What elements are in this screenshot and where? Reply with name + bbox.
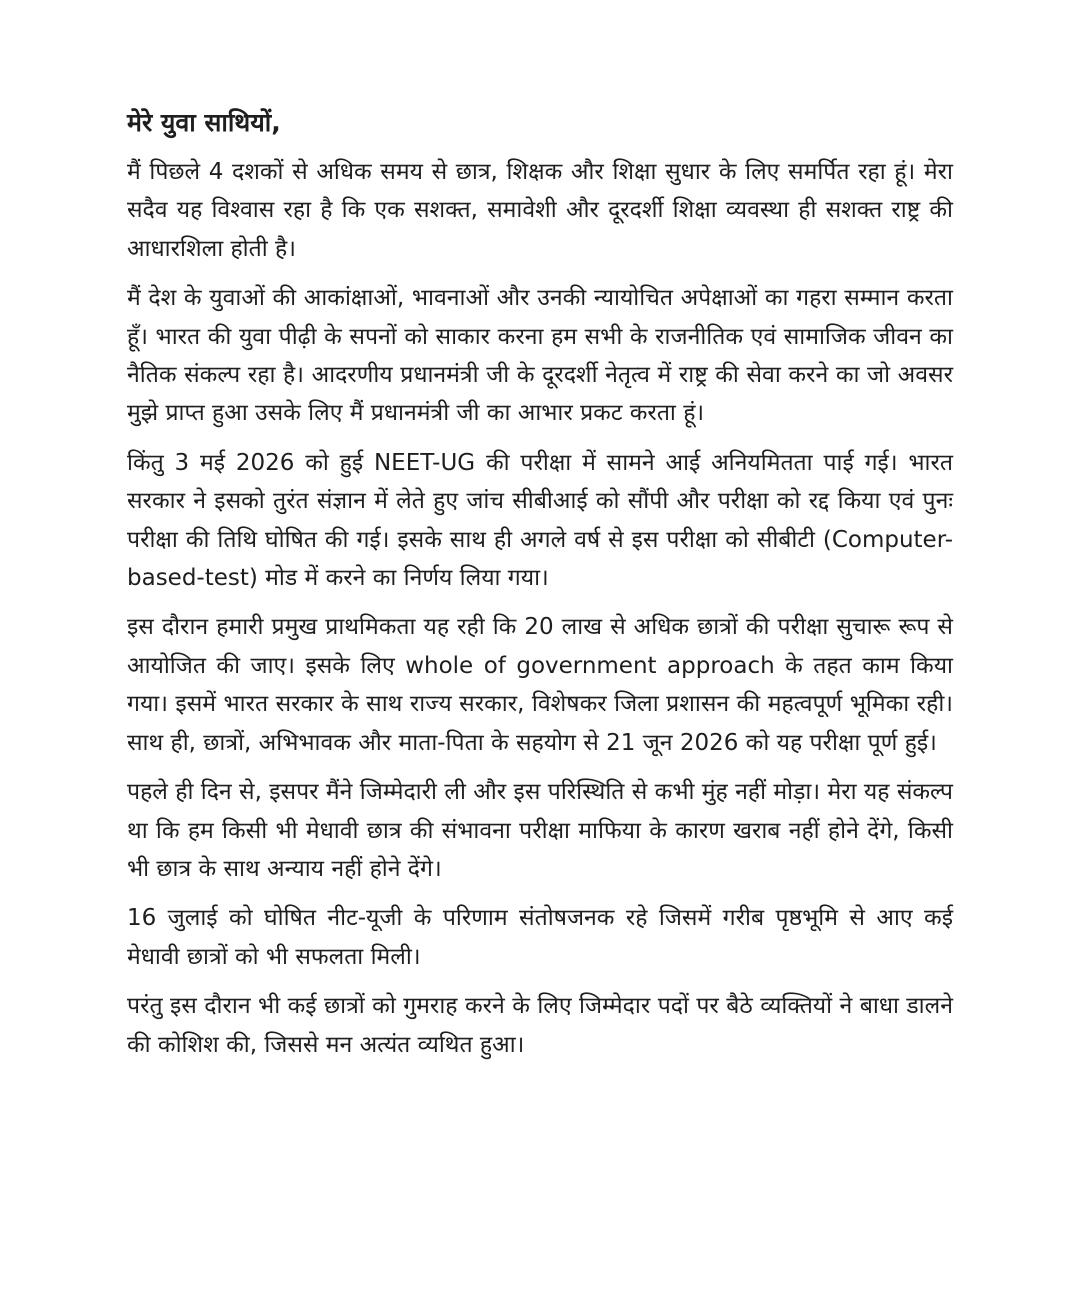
paragraph-obstruction: परंतु इस दौरान भी कई छात्रों को गुमराह करने के लिए जिम्मेदार पदों पर बैठे व्यक्तियों ने बाधा डालने की कोशिश की, जिससे मन अत्यंत व्यथित हुआ। (127, 993, 953, 1058)
salutation: मेरे युवा साथियों, (127, 108, 281, 137)
paragraph-neet-irregularity: किंतु 3 मई 2026 को हुई NEET-UG की परीक्षा में सामने आई अनियमितता पाई गई। भारत सरकार ने इसको तुरंत संज्ञान में लेते हुए जांच सीबीआई को सौंपी और परीक्षा को रद्द किया एवं पुनः परीक्षा की तिथि घोषित की गई। इसके साथ ही अगले वर्ष से इस परीक्षा को सीबीटी (Computer-based-test) मोड में करने का निर्णय लिया गया। (127, 449, 953, 592)
paragraph-youth-aspirations: मैं देश के युवाओं की आकांक्षाओं, भावनाओं और उनकी न्यायोचित अपेक्षाओं का गहरा सम्मान करता हूँ। भारत की युवा पीढ़ी के सपनों को साकार करना हम सभी के राजनीतिक एवं सामाजिक जीवन का नैतिक संकल्प रहा है। आदरणीय प्रधानमंत्री जी के दूरदर्शी नेतृत्व में राष्ट्र की सेवा करने का जो अवसर मुझे प्राप्त हुआ उसके लिए मैं प्रधानमंत्री जी का आभार प्रकट करता हूं। (127, 285, 953, 427)
paragraph-exam-conduct: इस दौरान हमारी प्रमुख प्राथमिकता यह रही कि 20 लाख से अधिक छात्रों की परीक्षा सुचारू रूप से आयोजित की जाए। इसके लिए whole of government approach के तहत काम किया गया। इसमें भारत सरकार के साथ राज्य सरकार, विशेषकर जिला प्रशासन की महत्वपूर्ण भूमिका रही। साथ ही, छात्रों, अभिभावक और माता-पिता के सहयोग से 21 जून 2026 को यह परीक्षा पूर्ण हुई। (127, 614, 953, 756)
paragraph-results: 16 जुलाई को घोषित नीट-यूजी के परिणाम संतोषजनक रहे जिसमें गरीब पृष्ठभूमि से आए कई मेधावी छात्रों को भी सफलता मिली। (127, 905, 953, 970)
paragraph-responsibility: पहले ही दिन से, इसपर मैंने जिम्मेदारी ली और इस परिस्थिति से कभी मुंह नहीं मोड़ा। मेरा यह संकल्प था कि हम किसी भी मेधावी छात्र की संभावना परीक्षा माफिया के कारण खराब नहीं होने देंगे, किसी भी छात्र के साथ अन्याय नहीं होने देंगे। (127, 779, 953, 882)
paragraph-education-commitment: मैं पिछले 4 दशकों से अधिक समय से छात्र, शिक्षक और शिक्षा सुधार के लिए समर्पित रहा हूं। मेरा सदैव यह विश्वास रहा है कि एक सशक्त, समावेशी और दूरदर्शी शिक्षा व्यवस्था ही सशक्त राष्ट्र की आधारशिला होती है। (127, 159, 953, 262)
letter-body (127, 103, 953, 1064)
